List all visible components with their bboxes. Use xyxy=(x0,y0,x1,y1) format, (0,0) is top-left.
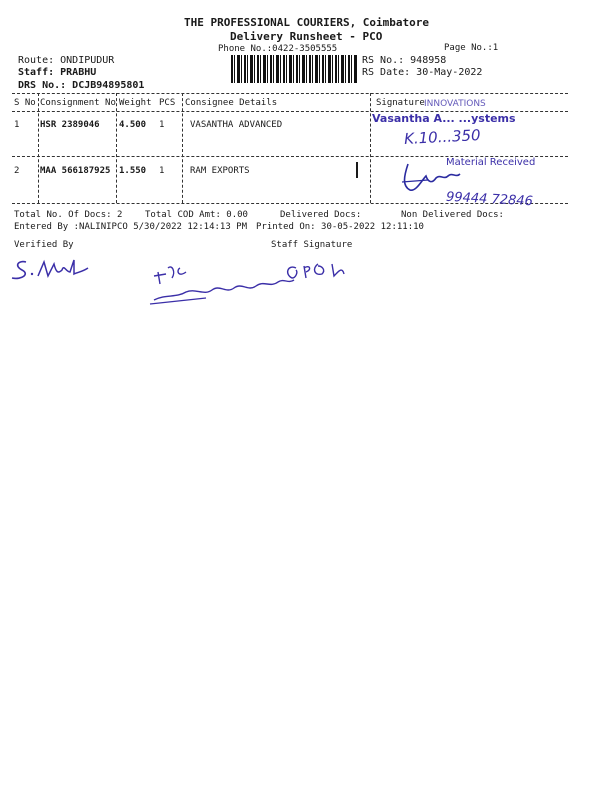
table-row-consignment: MAA 566187925 xyxy=(40,166,111,176)
delivered-docs: Delivered Docs: xyxy=(280,210,362,220)
route: Route: ONDIPUDUR xyxy=(18,55,115,66)
table-row-consignee: VASANTHA ADVANCED xyxy=(190,120,283,130)
staff-signature-icon xyxy=(146,254,366,310)
total-cod: Total COD Amt: 0.00 xyxy=(145,210,248,220)
printed-on: Printed On: 30-05-2022 12:11:10 xyxy=(256,222,424,232)
table-row-weight: 4.500 xyxy=(119,120,147,130)
document-title: Delivery Runsheet - PCO xyxy=(230,30,383,43)
col-divider xyxy=(370,93,371,203)
page-number: Page No.:1 xyxy=(444,43,499,53)
col-header-consignee: Consignee Details xyxy=(185,98,278,108)
table-row-weight: 1.550 xyxy=(119,166,147,176)
total-docs: Total No. Of Docs: 2 xyxy=(14,210,123,220)
table-row-sno: 1 xyxy=(14,120,20,130)
drs-number: DRS No.: DCJB94895801 xyxy=(18,80,145,91)
col-divider xyxy=(38,93,39,203)
non-delivered-docs: Non Delivered Docs: xyxy=(401,210,504,220)
receiver-signature-icon xyxy=(398,158,468,196)
barcode-icon xyxy=(231,55,357,83)
col-divider xyxy=(182,93,183,203)
table-row-sno: 2 xyxy=(14,166,20,176)
handwritten-number: K.10...350 xyxy=(403,126,482,148)
phone-number: Phone No.:0422-3505555 xyxy=(218,44,338,54)
table-row-pcs: 1 xyxy=(159,166,165,176)
entered-by: Entered By :NALINIPCO 5/30/2022 12:14:13 PM xyxy=(14,222,247,232)
rs-date: RS Date: 30-May-2022 xyxy=(362,67,483,78)
stamp-material-received: Material Received xyxy=(446,157,536,168)
table-row-consignment: HSR 2389046 xyxy=(40,120,100,130)
col-header-consignment: Consignment No xyxy=(40,98,116,108)
stamp-company: Vasantha A... ...ystems xyxy=(372,112,516,125)
col-header-signature: Signature xyxy=(376,98,425,108)
table-top-rule xyxy=(12,93,568,94)
staff: Staff: PRABHU xyxy=(18,67,97,78)
col-header-weight: Weight xyxy=(119,98,152,108)
staff-signature-label: Staff Signature xyxy=(271,240,353,250)
col-divider xyxy=(116,93,117,203)
verifier-signature-icon xyxy=(8,254,98,284)
ink-mark-icon xyxy=(354,160,360,180)
company-name: THE PROFESSIONAL COURIERS, Coimbatore xyxy=(184,16,430,29)
table-row-consignee: RAM EXPORTS xyxy=(190,166,250,176)
col-header-pcs: PCS xyxy=(159,98,176,108)
verified-by-label: Verified By xyxy=(14,240,74,250)
rs-number: RS No.: 948958 xyxy=(362,55,447,66)
col-header-sno: S No xyxy=(14,98,36,108)
table-row-pcs: 1 xyxy=(159,120,165,130)
handwritten-phone: 99444 72846 xyxy=(445,189,534,210)
stamp-text: INNOVATIONS xyxy=(424,99,486,109)
